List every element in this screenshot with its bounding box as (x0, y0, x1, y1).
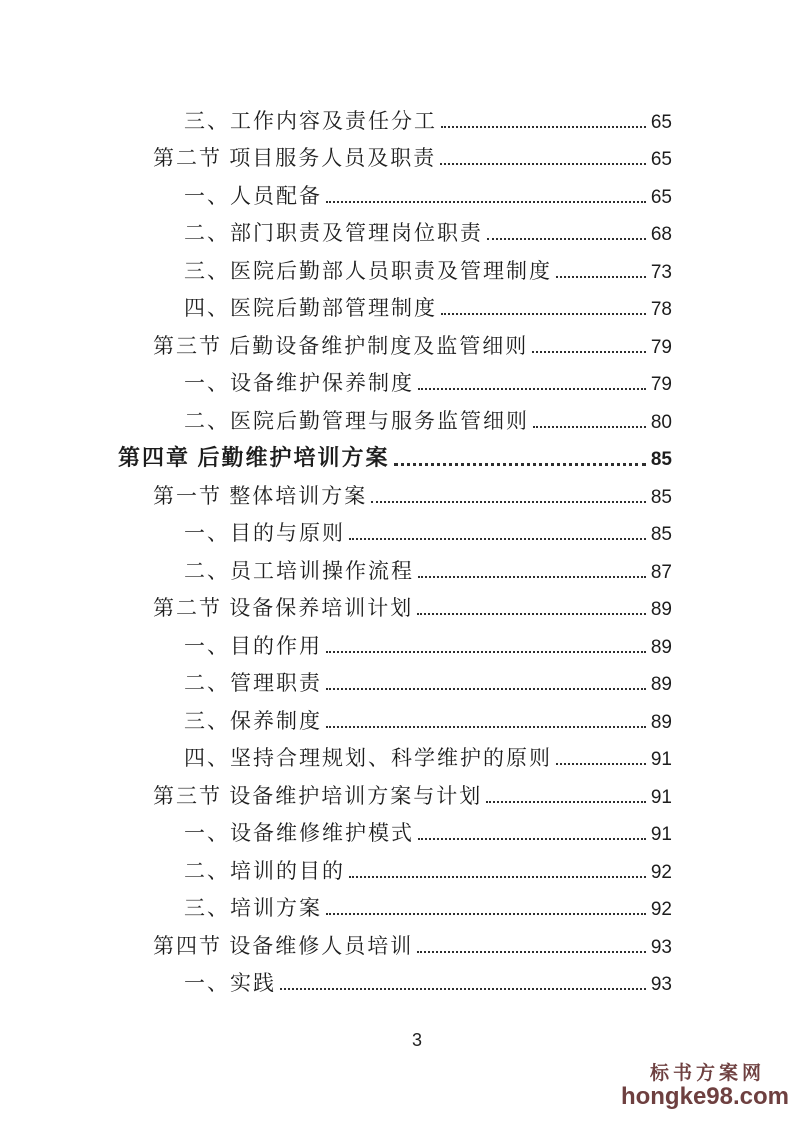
dot-leader (418, 576, 646, 578)
toc-entry-label: 第三节 设备维护培训方案与计划 (153, 783, 483, 808)
toc-entry (118, 99, 672, 137)
toc-entry (118, 849, 672, 887)
toc-entry-label: 一、目的作用 (184, 633, 322, 658)
dot-leader (349, 876, 646, 878)
dot-leader (440, 163, 646, 165)
toc-entry-page: 80 (650, 411, 672, 433)
dot-leader (371, 501, 646, 503)
toc-entry-page: 79 (650, 336, 672, 358)
dot-leader (417, 951, 646, 953)
dot-leader (487, 238, 646, 240)
toc-entry (118, 249, 672, 287)
table-of-contents (118, 99, 672, 999)
toc-entry (118, 924, 672, 962)
toc-entry-page: 89 (650, 636, 672, 658)
dot-leader (349, 538, 646, 540)
toc-entry-label: 一、设备维护保养制度 (184, 371, 414, 395)
toc-entry (118, 699, 672, 737)
toc-entry-page: 73 (650, 261, 672, 283)
toc-entry (118, 137, 672, 175)
toc-entry (118, 174, 672, 212)
dot-leader (280, 988, 646, 990)
toc-entry (118, 512, 672, 550)
toc-entry (118, 662, 672, 700)
watermark-site-url: hongke98.com (620, 1082, 789, 1110)
dot-leader (326, 688, 646, 690)
dot-leader (326, 201, 646, 203)
toc-entry (118, 212, 672, 250)
dot-leader (417, 613, 646, 615)
toc-entry-page: 65 (650, 149, 672, 170)
toc-entry-page: 65 (650, 186, 672, 208)
dot-leader (486, 801, 646, 803)
toc-entry-label: 四、坚持合理规划、科学维护的原则 (184, 746, 552, 770)
toc-entry-page: 87 (650, 561, 672, 583)
toc-entry-label: 三、医院后勤部人员职责及管理制度 (184, 258, 552, 283)
toc-entry-page: 89 (650, 674, 672, 695)
toc-entry-page: 92 (650, 861, 672, 883)
toc-entry-label: 一、设备维修维护模式 (184, 821, 414, 845)
toc-entry-label: 第一节 整体培训方案 (153, 483, 368, 508)
toc-entry (118, 399, 672, 437)
toc-entry (118, 887, 672, 925)
toc-entry-label: 四、医院后勤部管理制度 (184, 296, 437, 320)
toc-entry (118, 362, 672, 400)
dot-leader (556, 763, 646, 765)
toc-entry-page: 92 (650, 899, 672, 920)
toc-entry-label: 第四节 设备维修人员培训 (153, 933, 414, 958)
toc-entry-label: 二、员工培训操作流程 (184, 558, 414, 583)
dot-leader (326, 726, 646, 728)
dot-leader (441, 313, 646, 315)
toc-entry-label: 第三节 后勤设备维护制度及监管细则 (153, 333, 529, 358)
dot-leader (326, 651, 646, 653)
dot-leader (326, 913, 646, 915)
watermark (621, 1064, 789, 1109)
page-number: 3 (411, 1030, 422, 1050)
toc-entry-label: 一、实践 (184, 971, 276, 995)
toc-entry-page: 93 (650, 936, 672, 958)
toc-entry-label: 第四章 后勤维护培训方案 (118, 445, 390, 470)
toc-entry-page: 89 (650, 599, 672, 620)
dot-leader (533, 426, 646, 428)
toc-entry-label: 第二节 设备保养培训计划 (153, 596, 414, 620)
toc-entry (118, 587, 672, 625)
dot-leader (418, 838, 646, 840)
toc-entry-page: 65 (650, 111, 672, 133)
toc-entry-page: 85 (650, 486, 672, 508)
toc-entry-label: 三、工作内容及责任分工 (184, 108, 437, 133)
toc-entry-page: 93 (650, 974, 672, 995)
dot-leader (441, 126, 646, 128)
toc-entry-label: 第二节 项目服务人员及职责 (153, 146, 437, 170)
toc-entry-page: 89 (650, 711, 672, 733)
toc-entry-page: 91 (650, 749, 672, 770)
toc-entry-label: 二、培训的目的 (184, 858, 345, 883)
dot-leader (394, 463, 646, 466)
toc-entry (118, 624, 672, 662)
toc-entry-page: 91 (650, 824, 672, 845)
toc-entry (118, 437, 672, 475)
toc-entry-label: 三、保养制度 (184, 708, 322, 733)
toc-entry-page: 79 (650, 374, 672, 395)
toc-entry (118, 812, 672, 850)
toc-entry (118, 287, 672, 325)
toc-entry-page: 85 (650, 524, 672, 545)
toc-entry-label: 二、医院后勤管理与服务监管细则 (184, 408, 529, 433)
toc-entry (118, 737, 672, 775)
toc-entry-label: 一、目的与原则 (184, 521, 345, 545)
toc-entry-page: 91 (650, 786, 672, 808)
toc-entry-label: 二、管理职责 (184, 671, 322, 695)
toc-entry-label: 一、人员配备 (184, 183, 322, 208)
toc-entry (118, 774, 672, 812)
toc-entry-label: 三、培训方案 (184, 896, 322, 920)
toc-entry-page: 68 (650, 224, 672, 245)
toc-entry (118, 962, 672, 1000)
toc-entry (118, 549, 672, 587)
toc-entry (118, 474, 672, 512)
watermark-site-name: 标书方案网 (649, 1063, 765, 1084)
dot-leader (532, 351, 646, 353)
dot-leader (556, 276, 646, 278)
dot-leader (418, 388, 646, 390)
toc-entry-label: 二、部门职责及管理岗位职责 (184, 221, 483, 245)
toc-entry (118, 324, 672, 362)
toc-entry-page: 85 (650, 449, 672, 470)
toc-entry-page: 78 (650, 299, 672, 320)
